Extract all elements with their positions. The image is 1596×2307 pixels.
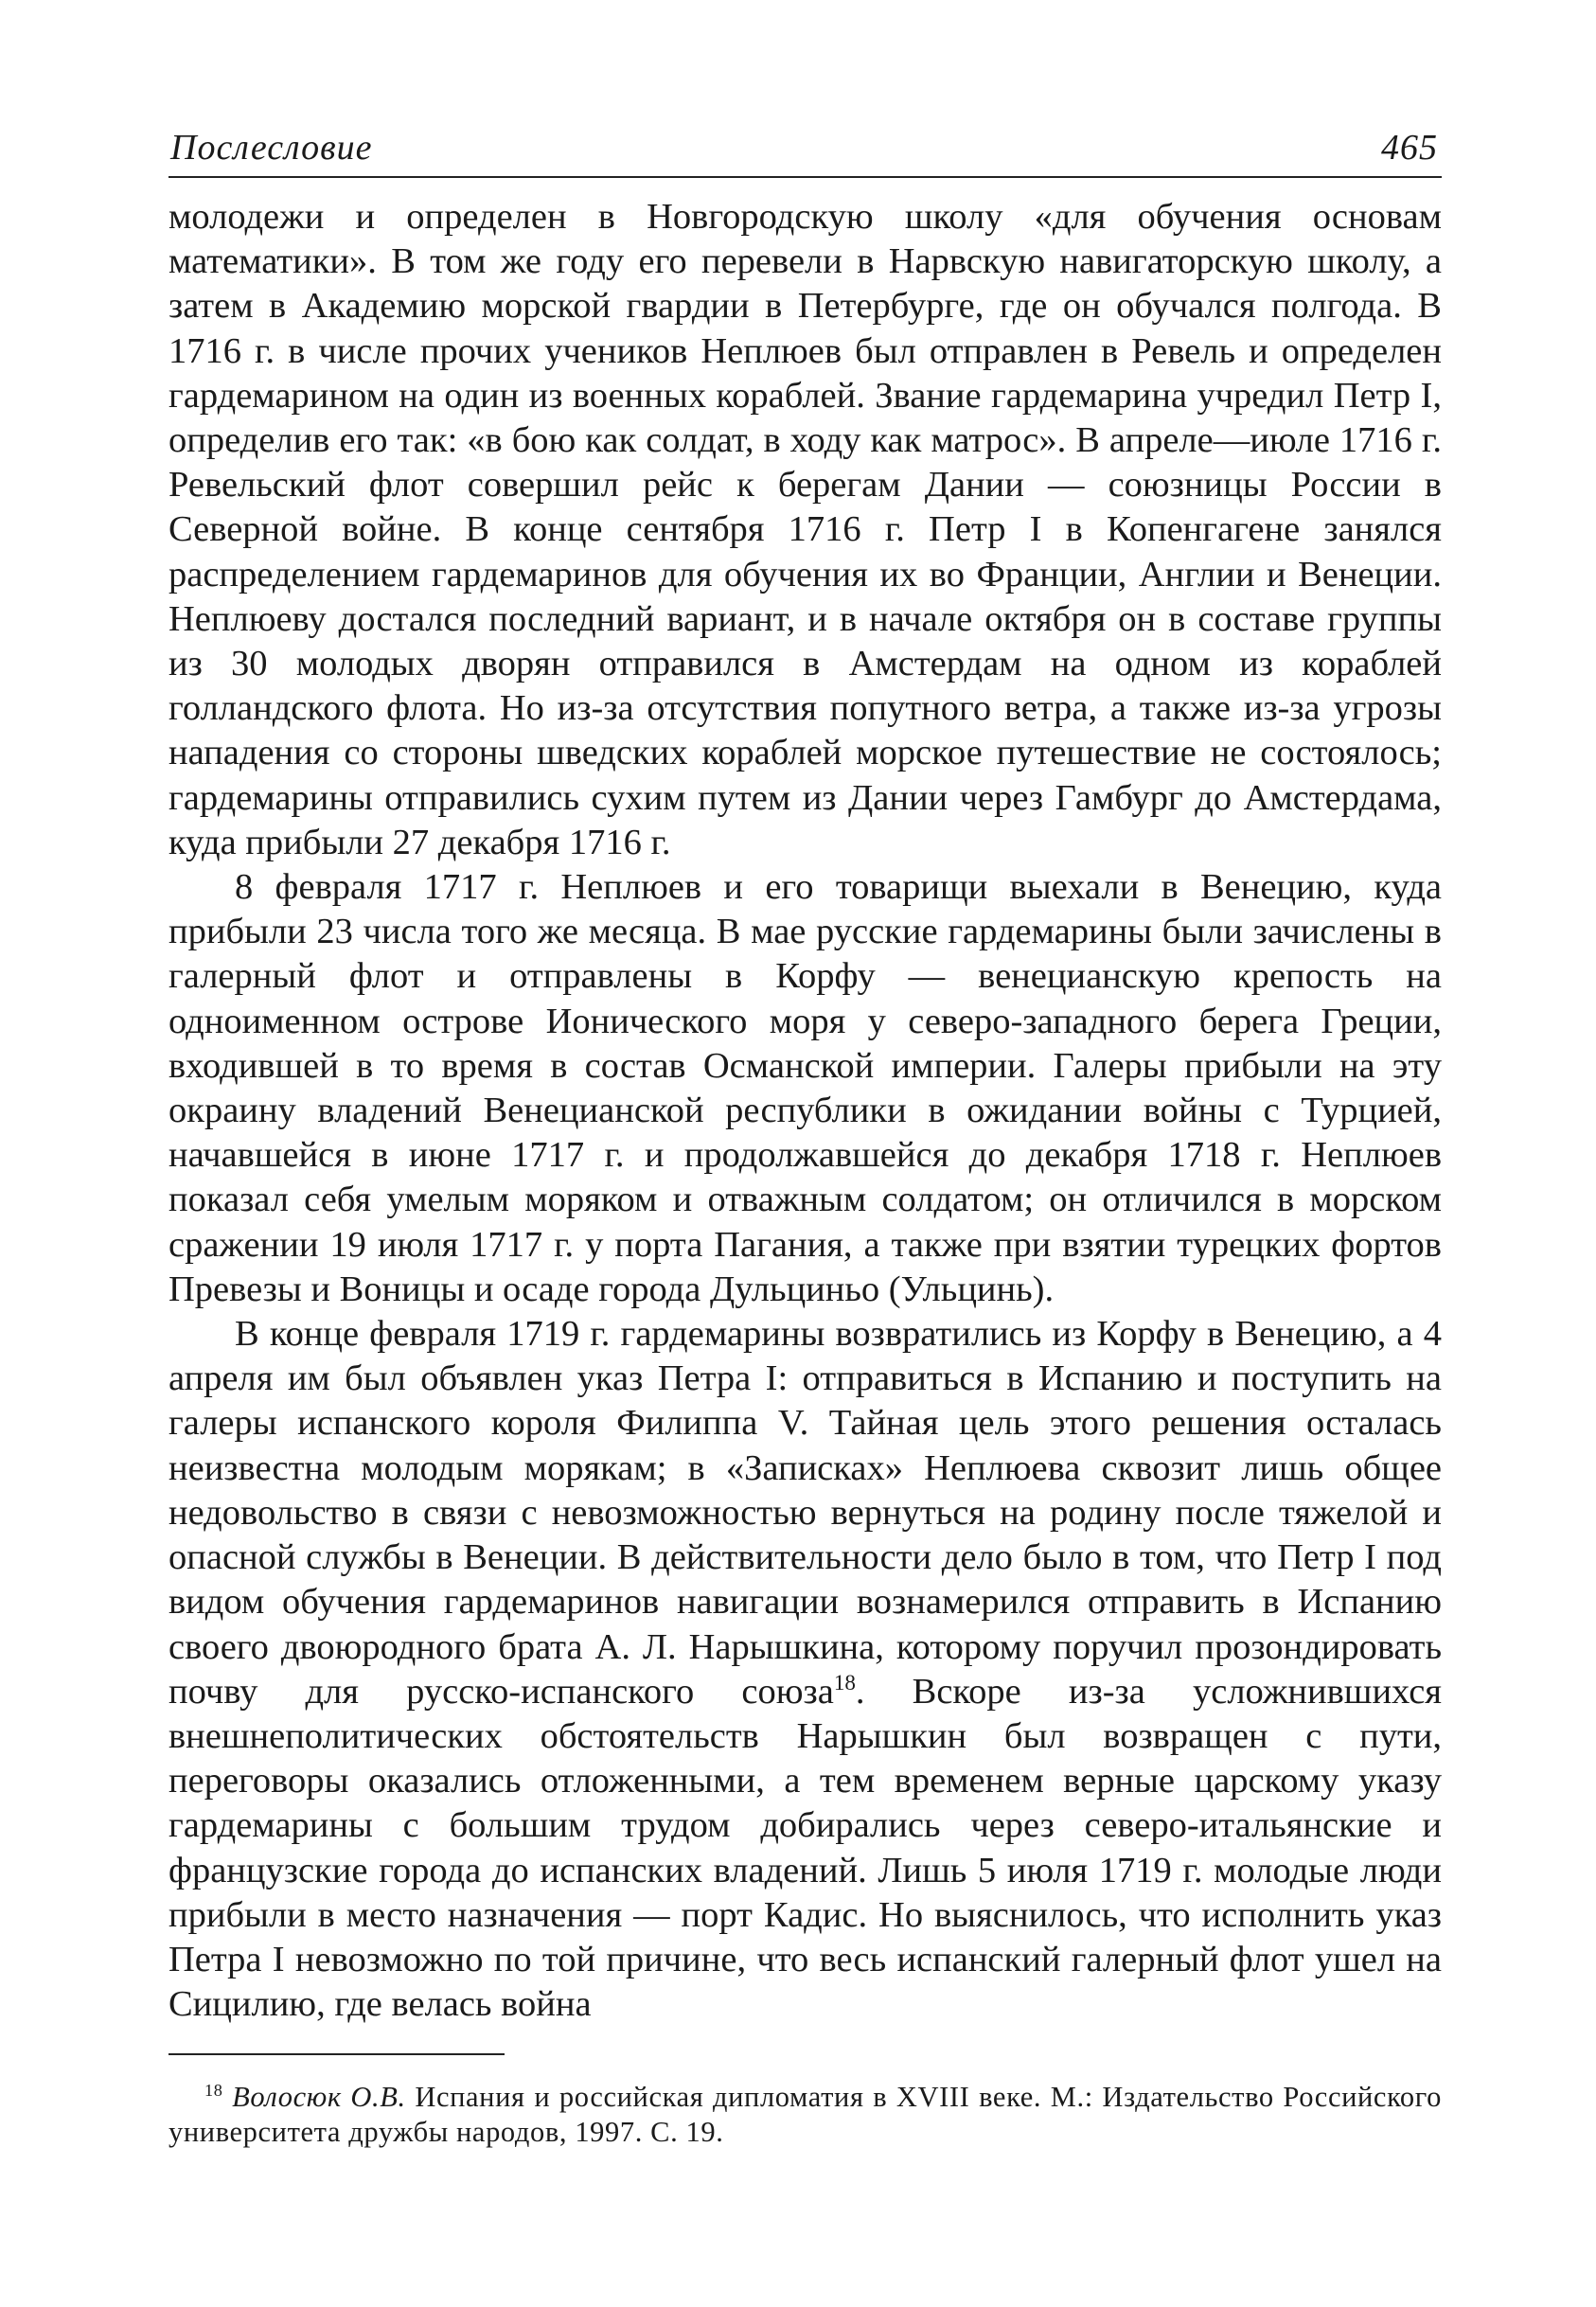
running-header bbox=[168, 123, 1442, 178]
paragraph-2 bbox=[168, 865, 1442, 1312]
paragraph-3-text-before-note: В конце февраля 1719 г. гардемарины возвратились из Корфу в Венецию, а 4 апреля им был объявлен указ Петра I: отправиться в Испанию и поступить на галеры испанского короля Филиппа V. Тайная цель этого решения осталась неизвестна молодым морякам; в «Записках» Неплюева сквозит лишь общее недовольство в связи с невозможностью вернуться на родину после тяжелой и опасной службы в Венеции. В действительности дело было в том, что Петр I под видом обучения гардемаринов навигации вознамерился отправить в Испанию своего двоюродного брата А. Л. Нарышкина, которому поручил прозондировать почву для русско-испанского союза bbox=[168, 1314, 1442, 1712]
footnote-text: Испания и российская дипломатия в XVIII веке. М.: Издательство Российского университета дружбы народов, 1997. С. 19. bbox=[168, 2081, 1442, 2149]
page-number: 465 bbox=[1381, 128, 1438, 168]
footnote-number: 18 bbox=[204, 2081, 223, 2101]
book-page bbox=[168, 123, 1442, 2150]
paragraph-3 bbox=[168, 1312, 1442, 2027]
footnote-reference-18: 18 bbox=[833, 1669, 856, 1695]
paragraph-1 bbox=[168, 195, 1442, 865]
footnote-author: Волосюк О.В. bbox=[232, 2081, 406, 2114]
footnote-divider bbox=[168, 2053, 505, 2055]
running-title: Послесловие bbox=[170, 128, 373, 168]
paragraph-3-text-after-note: . Вскоре из-за усложнившихся внешнеполитических обстоятельств Нарышкин был возвращен с пути, переговоры оказались отложенными, а тем временем верные царскому указу гардемарины с большим трудом добирались через северо-итальянские и французские города до испанских владений. Лишь 5 июля 1719 г. молодые люди прибыли в место назначения — порт Кадис. Но выяснилось, что исполнить указ Петра I невозможно по той причине, что весь испанский галерный флот ушел на Сицилию, где велась война bbox=[168, 1671, 1442, 2025]
footnote-18 bbox=[168, 2080, 1442, 2150]
body-text bbox=[168, 195, 1442, 2027]
paragraph-2-text: 8 февраля 1717 г. Неплюев и его товарищи выехали в Венецию, куда прибыли 23 числа того же месяца. В мае русские гардемарины были зачислены в галерный флот и отправлены в Корфу — венецианскую крепость на одноименном острове Ионического моря у северо-западного берега Греции, входившей в то время в состав Османской империи. Галеры прибыли на эту окраину владений Венецианской республики в ожидании войны с Турцией, начавшейся в июне 1717 г. и продолжавшейся до декабря 1718 г. Неплюев показал себя умелым моряком и отважным солдатом; он отличился в морском сражении 19 июля 1717 г. у порта Пагания, а также при взятии турецких фортов Превезы и Воницы и осаде города Дульциньо (Ульцинь). bbox=[168, 867, 1442, 1309]
paragraph-1-text: молодежи и определен в Новгородскую школу «для обучения основам математики». В том же году его перевели в Нарвскую навигаторскую школу, а затем в Академию морской гвардии в Петербурге, где он обучался полгода. В 1716 г. в числе прочих учеников Неплюев был отправлен в Ревель и определен гардемарином на один из военных кораблей. Звание гардемарина учредил Петр I, определив его так: «в бою как солдат, в ходу как матрос». В апреле—июле 1716 г. Ревельский флот совершил рейс к берегам Дании — союзницы России в Северной войне. В конце сентября 1716 г. Петр I в Копенгагене занялся распределением гардемаринов для обучения их во Франции, Англии и Венеции. Неплюеву достался последний вариант, и в начале октября он в составе группы из 30 молодых дворян отправился в Амстердам на одном из кораблей голландского флота. Но из-за отсутствия попутного ветра, а также из-за угрозы нападения со стороны шведских кораблей морское путешествие не состоялось; гардемарины отправились сухим путем из Дании через Гамбург до Амстердама, куда прибыли 27 декабря 1716 г. bbox=[168, 197, 1442, 862]
